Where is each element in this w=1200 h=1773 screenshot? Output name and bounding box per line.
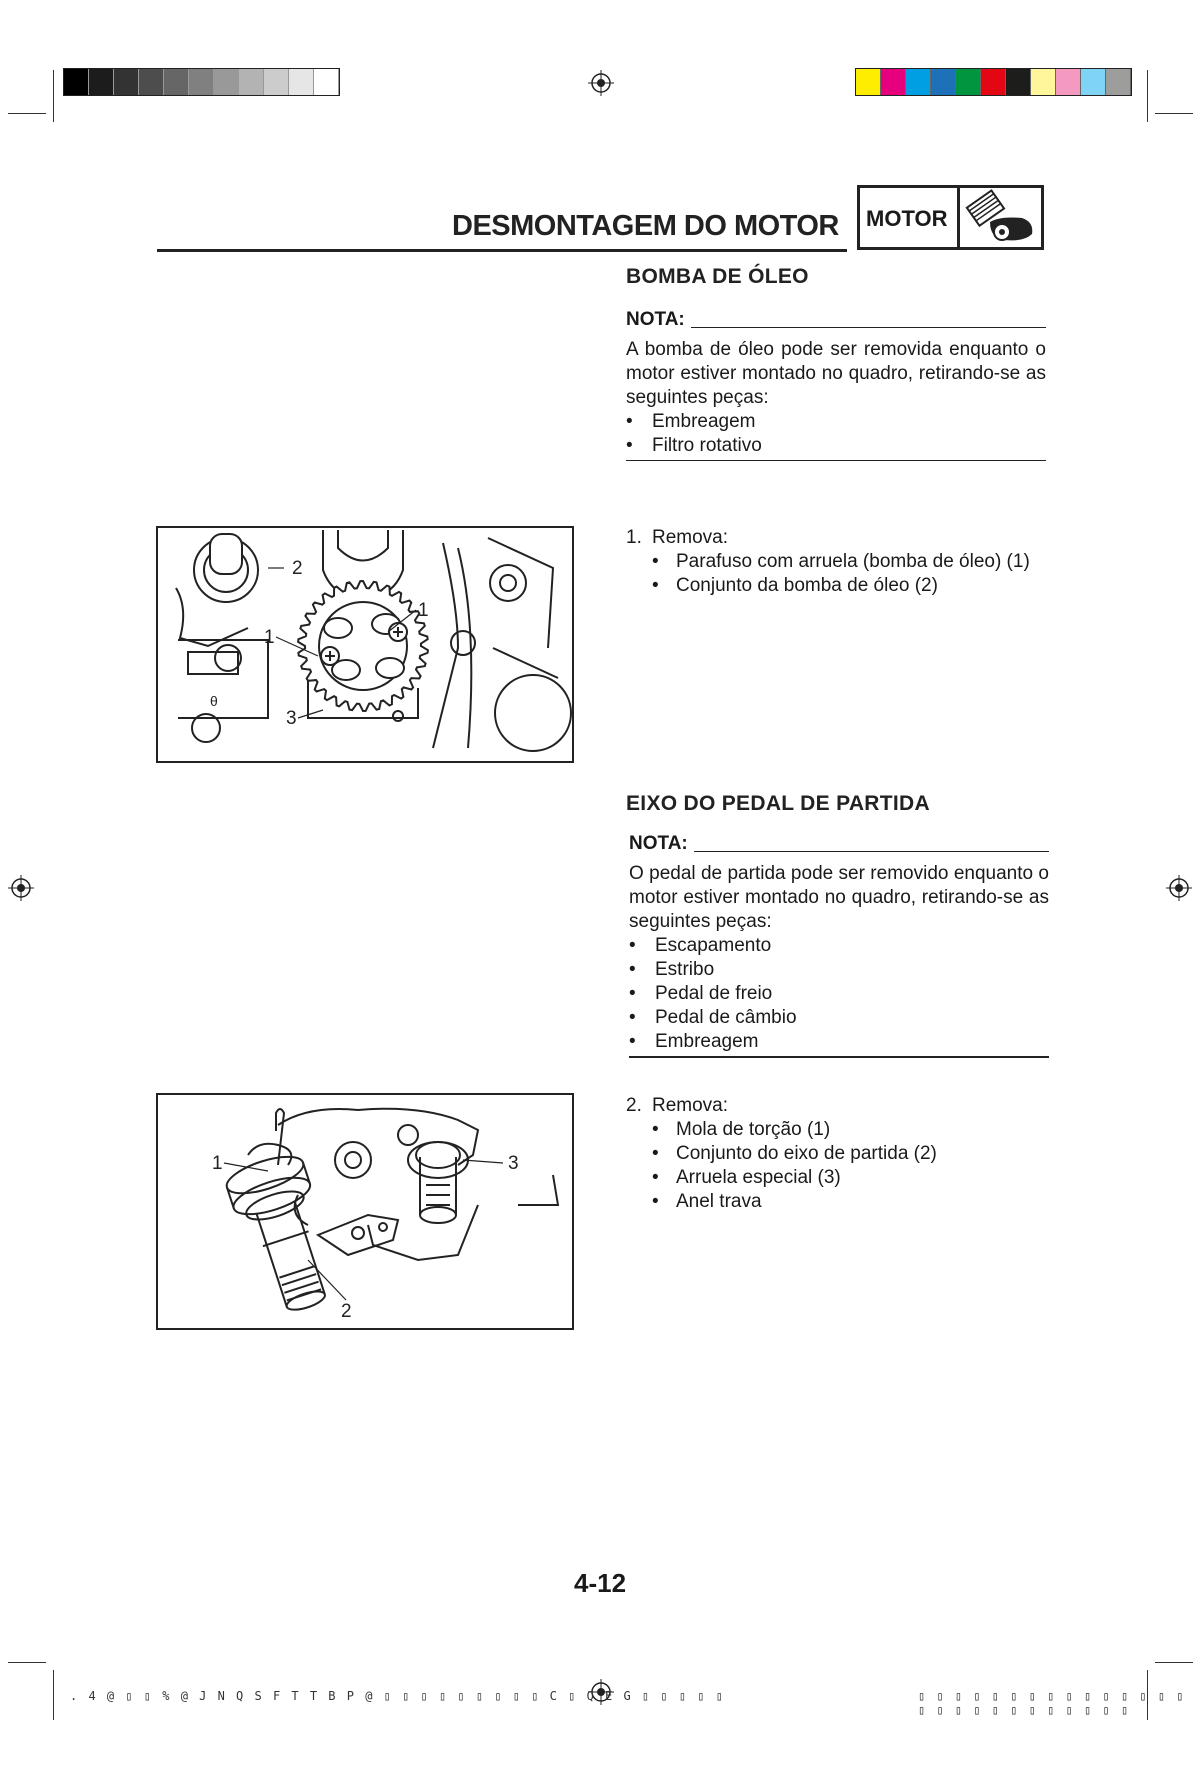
step-title: 1. Remova:: [626, 527, 729, 548]
kick-shaft-figure: [156, 1093, 574, 1330]
calibration-swatch: [139, 69, 164, 95]
callout-label: 1: [212, 1153, 223, 1174]
note-header: [629, 832, 1049, 856]
calibration-swatch: [856, 69, 881, 95]
step-oil-pump: [626, 526, 1046, 598]
note-text: O pedal de partida pode ser removido enquanto o motor estiver montado no quadro, retirando-se as seguintes peças:: [629, 863, 1049, 932]
section-heading-oil-pump: BOMBA DE ÓLEO: [626, 265, 809, 288]
calibration-swatch: [956, 69, 981, 95]
list-item: • Estribo: [629, 959, 715, 980]
callout-label: 3: [508, 1153, 519, 1174]
note-block-kick-shaft: [629, 832, 1049, 1058]
crop-mark: [1147, 70, 1148, 122]
greyscale-calibration-bar: [63, 68, 340, 96]
calibration-swatch: [89, 69, 114, 95]
callout-label: 2: [292, 558, 303, 579]
list-item: • Embreagem: [626, 411, 756, 432]
calibration-swatch: [289, 69, 314, 95]
section-badge: [857, 185, 1044, 250]
page-title: DESMONTAGEM DO MOTOR: [452, 210, 839, 242]
crop-mark: [8, 113, 46, 114]
engine-icon: [960, 188, 1041, 247]
calibration-swatch: [314, 69, 339, 95]
list-item: • Arruela especial (3): [652, 1167, 841, 1188]
calibration-swatch: [164, 69, 189, 95]
section-heading-kick-shaft: EIXO DO PEDAL DE PARTIDA: [626, 792, 930, 815]
registration-mark-icon: [8, 875, 34, 901]
list-item: • Mola de torção (1): [652, 1119, 831, 1140]
gear-outline: [298, 581, 428, 711]
calibration-swatch: [981, 69, 1006, 95]
list-item: • Anel trava: [652, 1191, 762, 1212]
crop-mark: [53, 70, 54, 122]
crop-mark: [1155, 1662, 1193, 1663]
calibration-swatch: [114, 69, 139, 95]
badge-label: MOTOR: [860, 188, 960, 247]
color-calibration-bar: [855, 68, 1132, 96]
note-rule: [694, 851, 1049, 852]
list-item: • Embreagem: [629, 1031, 759, 1052]
calibration-swatch: [1056, 69, 1081, 95]
list-item: • Parafuso com arruela (bomba de óleo) (1): [652, 551, 1030, 572]
note-header: [626, 308, 1046, 332]
calibration-swatch: [264, 69, 289, 95]
footer-file-code: . 4 @ ▯ ▯ % @ J N Q S F T T B P @ ▯ ▯ ▯ ▯ ▯ ▯ ▯ ▯ ▯ C ▯ Q E G ▯ ▯ ▯ ▯ ▯: [70, 1689, 725, 1703]
registration-mark-icon: [588, 70, 614, 96]
crop-mark: [8, 1662, 46, 1663]
note-end-rule: [629, 1056, 1049, 1058]
calibration-swatch: [881, 69, 906, 95]
note-label: NOTA:: [626, 309, 685, 330]
calibration-swatch: [906, 69, 931, 95]
calibration-swatch: [214, 69, 239, 95]
registration-mark-icon: [1166, 875, 1192, 901]
callout-label: 2: [341, 1301, 352, 1322]
note-label: NOTA:: [629, 833, 688, 854]
calibration-swatch: [64, 69, 89, 95]
list-item: • Conjunto da bomba de óleo (2): [652, 575, 938, 596]
oil-pump-figure: [156, 526, 574, 763]
note-text: A bomba de óleo pode ser removida enquanto o motor estiver montado no quadro, retirando-se as seguintes peças:: [626, 339, 1046, 408]
calibration-swatch: [239, 69, 264, 95]
callout-label: 3: [286, 708, 297, 729]
step-kick-shaft: [626, 1094, 1046, 1214]
calibration-swatch: [1006, 69, 1031, 95]
list-item: • Pedal de freio: [629, 983, 773, 1004]
calibration-swatch: [1031, 69, 1056, 95]
title-rule: [157, 249, 847, 252]
calibration-swatch: [931, 69, 956, 95]
page-number: 4-12: [574, 1568, 627, 1598]
list-item: • Conjunto do eixo de partida (2): [652, 1143, 937, 1164]
callout-label: 1: [264, 627, 275, 648]
svg-text:θ: θ: [210, 693, 218, 709]
list-item: • Filtro rotativo: [626, 435, 762, 456]
calibration-swatch: [1106, 69, 1131, 95]
callout-label: 1: [418, 600, 429, 621]
crop-mark: [53, 1670, 54, 1720]
footer-timestamp-code: ▯ ▯ ▯ ▯ ▯ ▯ ▯ ▯ ▯ ▯ ▯ ▯ ▯ ▯ ▯ ▯ ▯ ▯ ▯ ▯ ▯ ▯ ▯ ▯ ▯ ▯ ▯: [918, 1689, 1186, 1717]
note-block-oil-pump: [626, 308, 1046, 461]
crop-mark: [1155, 113, 1193, 114]
list-item: • Pedal de câmbio: [629, 1007, 797, 1028]
calibration-swatch: [189, 69, 214, 95]
calibration-swatch: [1081, 69, 1106, 95]
list-item: • Escapamento: [629, 935, 772, 956]
note-end-rule: [626, 460, 1046, 461]
step-title: 2. Remova:: [626, 1095, 729, 1116]
note-rule: [691, 327, 1046, 328]
